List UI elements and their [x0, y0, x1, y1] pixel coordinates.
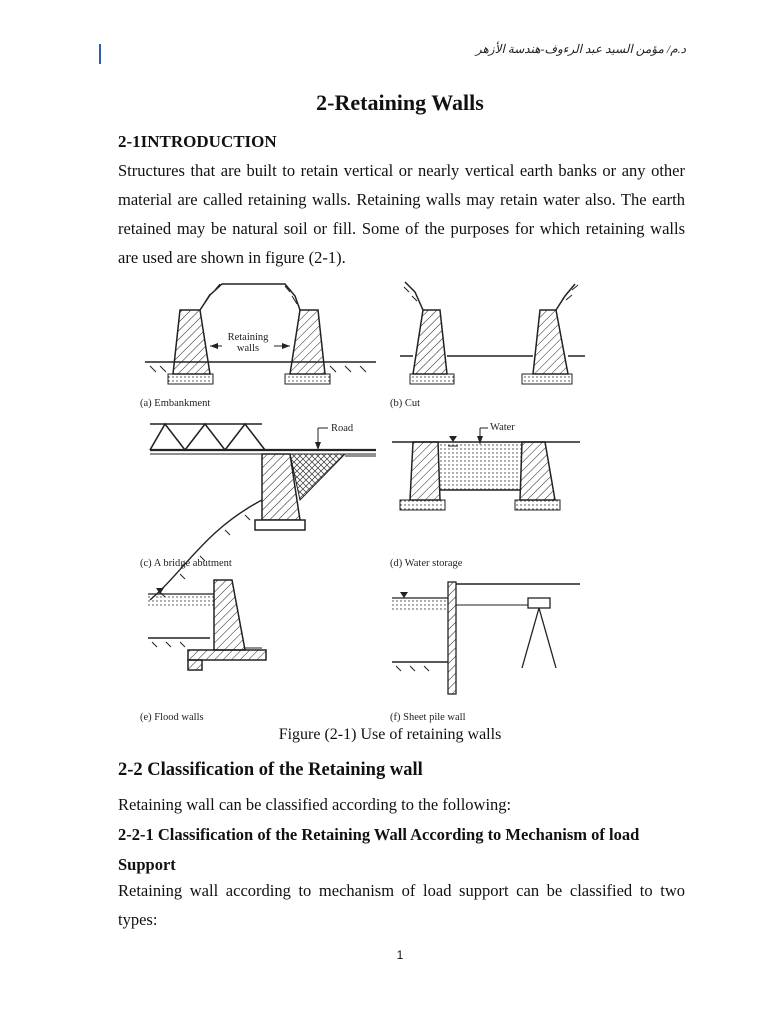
label-walls: walls [236, 343, 260, 354]
panel-b-caption: (b) Cut [390, 398, 421, 409]
page-title: 2-Retaining Walls [316, 90, 484, 115]
label-retaining: Retaining [227, 332, 269, 343]
classification-paragraph: Retaining wall can be classified according to the following: [118, 795, 512, 814]
panel-d-water-storage [390, 422, 580, 569]
page-header-author: د.م/ مؤمن السيد عبد الرءوف-هندسة الأزهر [475, 42, 686, 56]
intro-paragraph: Structures that are built to retain vertical or nearly vertical earth banks or any other material are called retaining walls. Retaining walls may retain water also. The earth retained may be natural soil or fill. Some of the purposes for which retaining walls are used are shown in figure (2-1). [118, 161, 685, 267]
panel-e-flood-walls [140, 580, 266, 723]
panel-c-caption: (c) A bridge abutment [140, 558, 232, 569]
label-road: Road [331, 423, 354, 434]
panel-f-sheet-pile-wall [390, 582, 580, 723]
panel-b-cut [390, 282, 585, 409]
page-number: 1 [396, 948, 404, 962]
figure-caption: Figure (2-1) Use of retaining walls [278, 726, 502, 743]
panel-e-caption: (e) Flood walls [140, 712, 204, 723]
panel-f-caption: (f) Sheet pile wall [390, 712, 466, 723]
panel-c-bridge-abutment [140, 423, 376, 600]
panel-d-caption: (d) Water storage [390, 558, 463, 569]
label-water: Water [490, 422, 515, 433]
panel-a-caption: (a) Embankment [140, 398, 211, 409]
section-heading-classification: 2-2 Classification of the Retaining wall [118, 760, 423, 780]
section-heading-introduction: 2-1INTRODUCTION [118, 132, 277, 151]
panel-a-embankment [140, 284, 376, 409]
mechanism-paragraph: Retaining wall according to mechanism of load support can be classified to two types: [118, 881, 685, 929]
subsection-heading-mechanism: 2-2-1 Classification of the Retaining Wall According to Mechanism of load Support [118, 825, 640, 874]
